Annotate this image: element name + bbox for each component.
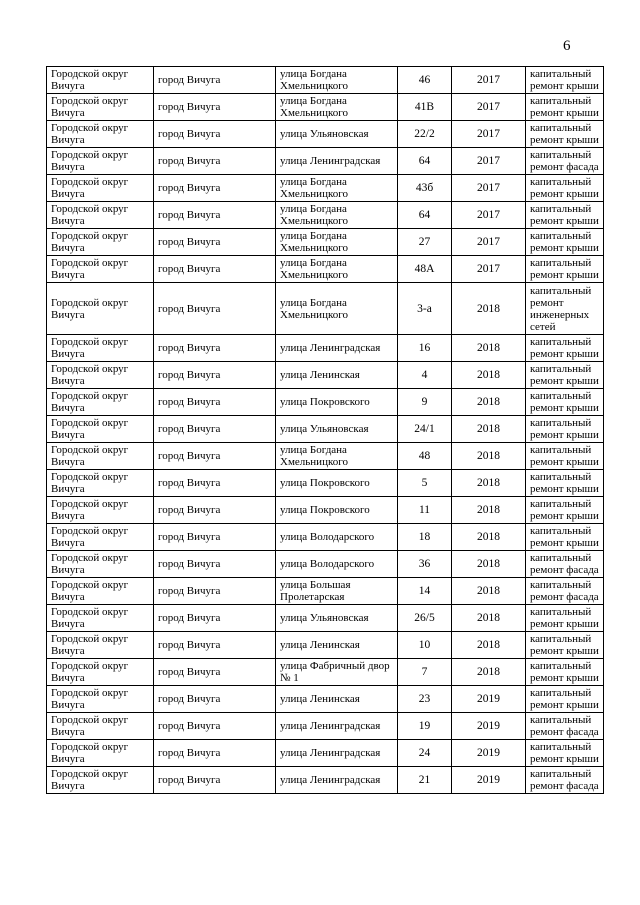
house-number-cell: 18 — [398, 524, 452, 551]
year-cell: 2018 — [452, 524, 526, 551]
year-cell: 2017 — [452, 256, 526, 283]
district-cell: Городской округ Вичуга — [47, 416, 154, 443]
district-cell: Городской округ Вичуга — [47, 229, 154, 256]
street-cell: улица Ульяновская — [276, 605, 398, 632]
city-cell: город Вичуга — [154, 551, 276, 578]
house-number-cell: 11 — [398, 497, 452, 524]
street-cell: улица Покровского — [276, 470, 398, 497]
street-cell: улица Богдана Хмельницкого — [276, 94, 398, 121]
house-number-cell: 64 — [398, 148, 452, 175]
house-number-cell: 41В — [398, 94, 452, 121]
table-row — [47, 497, 604, 524]
work-type-cell: капитальный ремонт фасада — [526, 767, 604, 794]
house-number-cell: 22/2 — [398, 121, 452, 148]
city-cell: город Вичуга — [154, 767, 276, 794]
table-row — [47, 94, 604, 121]
district-cell: Городской округ Вичуга — [47, 551, 154, 578]
house-number-cell: 48А — [398, 256, 452, 283]
work-type-cell: капитальный ремонт фасада — [526, 551, 604, 578]
work-type-cell: капитальный ремонт крыши — [526, 67, 604, 94]
street-cell: улица Покровского — [276, 497, 398, 524]
city-cell: город Вичуга — [154, 389, 276, 416]
table-row — [47, 551, 604, 578]
city-cell: город Вичуга — [154, 524, 276, 551]
district-cell: Городской округ Вичуга — [47, 713, 154, 740]
house-number-cell: 9 — [398, 389, 452, 416]
house-number-cell: 43б — [398, 175, 452, 202]
work-type-cell: капитальный ремонт крыши — [526, 175, 604, 202]
house-number-cell: 36 — [398, 551, 452, 578]
city-cell: город Вичуга — [154, 470, 276, 497]
street-cell: улица Большая Пролетарская — [276, 578, 398, 605]
table-row — [47, 659, 604, 686]
street-cell: улица Ленинская — [276, 362, 398, 389]
city-cell: город Вичуга — [154, 578, 276, 605]
year-cell: 2019 — [452, 686, 526, 713]
city-cell: город Вичуга — [154, 605, 276, 632]
year-cell: 2018 — [452, 605, 526, 632]
city-cell: город Вичуга — [154, 256, 276, 283]
year-cell: 2018 — [452, 283, 526, 335]
table-row — [47, 443, 604, 470]
year-cell: 2019 — [452, 740, 526, 767]
house-number-cell: 46 — [398, 67, 452, 94]
district-cell: Городской округ Вичуга — [47, 121, 154, 148]
work-type-cell: капитальный ремонт фасада — [526, 148, 604, 175]
district-cell: Городской округ Вичуга — [47, 202, 154, 229]
page-number: 6 — [563, 38, 571, 54]
house-number-cell: 27 — [398, 229, 452, 256]
house-number-cell: 10 — [398, 632, 452, 659]
street-cell: улица Ленинградская — [276, 148, 398, 175]
street-cell: улица Богдана Хмельницкого — [276, 175, 398, 202]
district-cell: Городской округ Вичуга — [47, 283, 154, 335]
table-row — [47, 148, 604, 175]
year-cell: 2018 — [452, 659, 526, 686]
year-cell: 2019 — [452, 767, 526, 794]
year-cell: 2018 — [452, 497, 526, 524]
district-cell: Городской округ Вичуга — [47, 605, 154, 632]
house-number-cell: 26/5 — [398, 605, 452, 632]
house-number-cell: 5 — [398, 470, 452, 497]
work-type-cell: капитальный ремонт крыши — [526, 256, 604, 283]
work-type-cell: капитальный ремонт фасада — [526, 578, 604, 605]
city-cell: город Вичуга — [154, 740, 276, 767]
street-cell: улица Володарского — [276, 524, 398, 551]
city-cell: город Вичуга — [154, 67, 276, 94]
year-cell: 2017 — [452, 202, 526, 229]
street-cell: улица Богдана Хмельницкого — [276, 256, 398, 283]
city-cell: город Вичуга — [154, 94, 276, 121]
city-cell: город Вичуга — [154, 202, 276, 229]
work-type-cell: капитальный ремонт крыши — [526, 443, 604, 470]
city-cell: город Вичуга — [154, 713, 276, 740]
work-type-cell: капитальный ремонт крыши — [526, 416, 604, 443]
work-type-cell: капитальный ремонт крыши — [526, 335, 604, 362]
house-number-cell: 3-а — [398, 283, 452, 335]
work-type-cell: капитальный ремонт инженерных сетей — [526, 283, 604, 335]
district-cell: Городской округ Вичуга — [47, 67, 154, 94]
work-type-cell: капитальный ремонт крыши — [526, 632, 604, 659]
work-type-cell: капитальный ремонт крыши — [526, 202, 604, 229]
work-type-cell: капитальный ремонт крыши — [526, 524, 604, 551]
street-cell: улица Ленинградская — [276, 767, 398, 794]
city-cell: город Вичуга — [154, 659, 276, 686]
repair-schedule-table — [46, 66, 604, 794]
house-number-cell: 19 — [398, 713, 452, 740]
year-cell: 2018 — [452, 335, 526, 362]
house-number-cell: 7 — [398, 659, 452, 686]
work-type-cell: капитальный ремонт крыши — [526, 389, 604, 416]
year-cell: 2018 — [452, 416, 526, 443]
street-cell: улица Ульяновская — [276, 121, 398, 148]
table-row — [47, 121, 604, 148]
work-type-cell: капитальный ремонт крыши — [526, 362, 604, 389]
table-row — [47, 362, 604, 389]
house-number-cell: 14 — [398, 578, 452, 605]
table-row — [47, 740, 604, 767]
street-cell: улица Фабричный двор № 1 — [276, 659, 398, 686]
house-number-cell: 64 — [398, 202, 452, 229]
table-row — [47, 686, 604, 713]
work-type-cell: капитальный ремонт фасада — [526, 713, 604, 740]
street-cell: улица Ленинградская — [276, 335, 398, 362]
district-cell: Городской округ Вичуга — [47, 256, 154, 283]
table-row — [47, 67, 604, 94]
work-type-cell: капитальный ремонт крыши — [526, 497, 604, 524]
year-cell: 2018 — [452, 389, 526, 416]
year-cell: 2017 — [452, 94, 526, 121]
table-row — [47, 202, 604, 229]
work-type-cell: капитальный ремонт крыши — [526, 659, 604, 686]
street-cell: улица Богдана Хмельницкого — [276, 229, 398, 256]
table-row — [47, 470, 604, 497]
year-cell: 2018 — [452, 443, 526, 470]
district-cell: Городской округ Вичуга — [47, 740, 154, 767]
street-cell: улица Богдана Хмельницкого — [276, 67, 398, 94]
year-cell: 2018 — [452, 362, 526, 389]
work-type-cell: капитальный ремонт крыши — [526, 470, 604, 497]
street-cell: улица Покровского — [276, 389, 398, 416]
district-cell: Городской округ Вичуга — [47, 686, 154, 713]
city-cell: город Вичуга — [154, 497, 276, 524]
street-cell: улица Богдана Хмельницкого — [276, 202, 398, 229]
table-row — [47, 767, 604, 794]
work-type-cell: капитальный ремонт крыши — [526, 121, 604, 148]
year-cell: 2017 — [452, 148, 526, 175]
work-type-cell: капитальный ремонт крыши — [526, 605, 604, 632]
city-cell: город Вичуга — [154, 335, 276, 362]
district-cell: Городской округ Вичуга — [47, 443, 154, 470]
district-cell: Городской округ Вичуга — [47, 632, 154, 659]
table-row — [47, 416, 604, 443]
work-type-cell: капитальный ремонт крыши — [526, 94, 604, 121]
district-cell: Городской округ Вичуга — [47, 578, 154, 605]
city-cell: город Вичуга — [154, 686, 276, 713]
house-number-cell: 4 — [398, 362, 452, 389]
city-cell: город Вичуга — [154, 175, 276, 202]
house-number-cell: 16 — [398, 335, 452, 362]
district-cell: Городской округ Вичуга — [47, 470, 154, 497]
table-row — [47, 605, 604, 632]
table-row — [47, 229, 604, 256]
district-cell: Городской округ Вичуга — [47, 497, 154, 524]
city-cell: город Вичуга — [154, 416, 276, 443]
district-cell: Городской округ Вичуга — [47, 659, 154, 686]
district-cell: Городской округ Вичуга — [47, 335, 154, 362]
city-cell: город Вичуга — [154, 362, 276, 389]
year-cell: 2018 — [452, 470, 526, 497]
year-cell: 2018 — [452, 578, 526, 605]
table-row — [47, 389, 604, 416]
district-cell: Городской округ Вичуга — [47, 389, 154, 416]
table-row — [47, 713, 604, 740]
table-row — [47, 632, 604, 659]
year-cell: 2019 — [452, 713, 526, 740]
street-cell: улица Ленинская — [276, 686, 398, 713]
table-row — [47, 578, 604, 605]
work-type-cell: капитальный ремонт крыши — [526, 686, 604, 713]
district-cell: Городской округ Вичуга — [47, 175, 154, 202]
table-row — [47, 524, 604, 551]
city-cell: город Вичуга — [154, 632, 276, 659]
year-cell: 2017 — [452, 67, 526, 94]
street-cell: улица Богдана Хмельницкого — [276, 443, 398, 470]
table-row — [47, 283, 604, 335]
district-cell: Городской округ Вичуга — [47, 524, 154, 551]
work-type-cell: капитальный ремонт крыши — [526, 740, 604, 767]
district-cell: Городской округ Вичуга — [47, 148, 154, 175]
city-cell: город Вичуга — [154, 148, 276, 175]
street-cell: улица Володарского — [276, 551, 398, 578]
house-number-cell: 24 — [398, 740, 452, 767]
district-cell: Городской округ Вичуга — [47, 767, 154, 794]
house-number-cell: 24/1 — [398, 416, 452, 443]
district-cell: Городской округ Вичуга — [47, 94, 154, 121]
street-cell: улица Ленинградская — [276, 713, 398, 740]
table-body — [47, 67, 604, 794]
year-cell: 2017 — [452, 175, 526, 202]
street-cell: улица Богдана Хмельницкого — [276, 283, 398, 335]
year-cell: 2017 — [452, 229, 526, 256]
city-cell: город Вичуга — [154, 443, 276, 470]
city-cell: город Вичуга — [154, 121, 276, 148]
table-row — [47, 256, 604, 283]
house-number-cell: 21 — [398, 767, 452, 794]
street-cell: улица Ленинградская — [276, 740, 398, 767]
year-cell: 2018 — [452, 632, 526, 659]
city-cell: город Вичуга — [154, 229, 276, 256]
street-cell: улица Ульяновская — [276, 416, 398, 443]
house-number-cell: 48 — [398, 443, 452, 470]
street-cell: улица Ленинская — [276, 632, 398, 659]
table-row — [47, 335, 604, 362]
table-row — [47, 175, 604, 202]
work-type-cell: капитальный ремонт крыши — [526, 229, 604, 256]
city-cell: город Вичуга — [154, 283, 276, 335]
year-cell: 2017 — [452, 121, 526, 148]
year-cell: 2018 — [452, 551, 526, 578]
house-number-cell: 23 — [398, 686, 452, 713]
district-cell: Городской округ Вичуга — [47, 362, 154, 389]
